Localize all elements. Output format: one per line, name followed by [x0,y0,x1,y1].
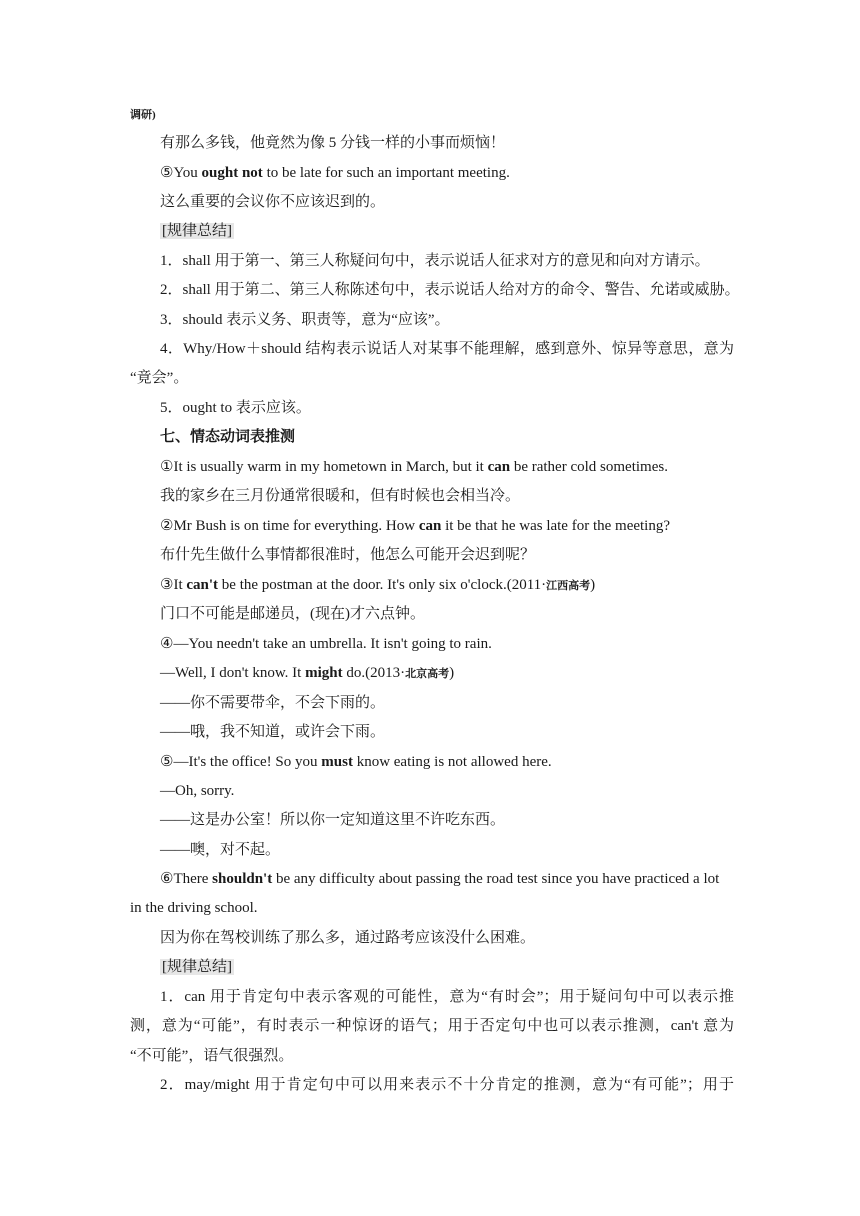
rule-item: 3．should 表示义务、职责等，意为“应该”。 [160,312,450,328]
rule-item: 2．shall 用于第二、第三人称陈述句中，表示说话人给对方的命令、警告、允诺或威胁。 [160,282,740,298]
example-sentence: ③It can't be the postman at the door. It's only six o'clock.(2011·江西高考) [160,577,596,593]
rule-item: 2．may/might 用于肯定句中可以用来表示不十分肯定的推测，意为“有可能”；用于 [160,1077,734,1093]
example-sentence: ⑥There shouldn't be any difficulty about passing the road test since you have practiced a lot [160,871,720,887]
rule-item: 1．can 用于肯定句中表示客观的可能性，意为“有时会”；用于疑问句中可以表示推 [160,989,734,1005]
example-sentence: ②Mr Bush is on time for everything. How can it be that he was late for the meeting? [160,518,671,534]
translation-text: ——这是办公室！所以你一定知道这里不许吃东西。 [160,812,506,828]
translation-text: ——噢，对不起。 [160,842,281,858]
translation-text: 这么重要的会议你不应该迟到的。 [160,194,386,210]
source-fragment: 调研) [130,109,156,121]
rule-item-continued: “不可能”，语气很强烈。 [130,1048,294,1064]
translation-text: 因为你在驾校训练了那么多，通过路考应该没什么困难。 [160,930,536,946]
example-sentence: —Oh, sorry. [160,783,235,799]
rule-item: 4．Why/How＋should 结构表示说话人对某事不能理解，感到意外、惊异等意思，意为 [160,341,734,357]
rule-item-continued: “竟会”。 [130,370,189,386]
rule-item: 1．shall 用于第一、第三人称疑问句中，表示说话人征求对方的意见和向对方请示。 [160,253,710,269]
translation-text: 有那么多钱，他竟然为像 5 分钱一样的小事而烦恼！ [160,135,506,151]
translation-text: 门口不可能是邮递员，(现在)才六点钟。 [160,606,425,622]
example-sentence: ⑤You ought not to be late for such an important meeting. [160,165,510,181]
example-sentence: —Well, I don't know. It might do.(2013·北京高考) [160,665,455,681]
rule-item-continued: 测，意为“可能”，有时表示一种惊讶的语气；用于否定句中也可以表示推测，can't 意为 [130,1018,734,1034]
translation-text: 布什先生做什么事情都很准时，他怎么可能开会迟到呢？ [160,547,536,563]
translation-text: ——哦，我不知道，或许会下雨。 [160,724,386,740]
section-heading: 七、情态动词表推测 [160,429,296,445]
summary-label: [规律总结] [162,959,232,975]
example-sentence: ⑤—It's the office! So you must know eating is not allowed here. [160,754,552,770]
summary-label: [规律总结] [162,223,232,239]
translation-text: 我的家乡在三月份通常很暖和，但有时候也会相当冷。 [160,488,521,504]
translation-text: ——你不需要带伞，不会下雨的。 [160,695,386,711]
example-sentence: ④—You needn't take an umbrella. It isn't going to rain. [160,636,492,652]
example-sentence-continued: in the driving school. [130,900,258,916]
rule-item: 5．ought to 表示应该。 [160,400,311,416]
example-sentence: ①It is usually warm in my hometown in March, but it can be rather cold sometimes. [160,459,668,475]
